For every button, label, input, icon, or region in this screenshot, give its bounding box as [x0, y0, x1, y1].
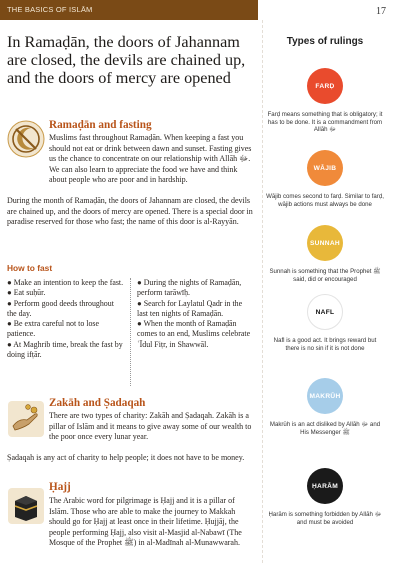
how-to-fast-right-column [137, 278, 255, 350]
how-to-fast-title: How to fast [7, 263, 53, 273]
ruling-description: Farḍ means something that is obligatory; it has to be done. It is a commandment from Allāh ﷻ [267, 111, 383, 134]
ruling-badge [307, 68, 343, 104]
ruling-badge-label: MAKRŪH [309, 392, 341, 400]
ruling-description: Sunnah is something that the Prophet ﷺ said, did or encouraged [269, 268, 381, 283]
section-title-hajj: Ḥajj [49, 481, 71, 493]
column-divider [130, 278, 131, 386]
list-item: ● Search for Laylatul Qadr in the last ten nights of Ramaḍān. [137, 298, 243, 318]
list-item: ● Be extra careful not to lose patience. [7, 319, 99, 339]
section-title-zakah: Zakāh and Ṣadaqah [49, 397, 146, 409]
list-item: ● Eat suḥūr. [7, 288, 46, 298]
zakah-paragraph-2 [7, 453, 255, 464]
main-column [0, 20, 258, 573]
crescent-no-eating-icon [7, 120, 45, 158]
ruling-badge-label: ḤARĀM [311, 482, 339, 490]
giving-hand-icon [7, 400, 45, 438]
list-item: ● Perform good deeds throughout the day. [7, 298, 114, 318]
list-item: ● During the nights of Ramaḍān, perform tarāwīḥ. [137, 278, 242, 298]
zakah-para1-text: There are two types of charity: Zakāh and Ṣadaqah. Zakāh is a pillar of Islām and it means to give away some of our wealth to the poor once every lunar year. [49, 411, 252, 441]
ruling-description: Makrūh is an act disliked by Allāh ﷻ and His Messenger ﷺ [269, 421, 381, 436]
ramadan-paragraph-1 [49, 133, 254, 186]
list-item: ● At Maghrib time, break the fast by doing ifṭār. [7, 339, 123, 360]
ruling-badge [307, 225, 343, 261]
ruling-haram [263, 468, 387, 526]
ramadan-para1-text: Muslims fast throughout Ramaḍān. When keeping a fast you should not eat or drink between dawn and sunset. Fasting gives us the chance to concentrate on our relationship with Allāh ﷻ. We can also learn to appreciate the food we have and think about people who are poor and in hardship. [49, 133, 252, 184]
rulings-sidebar [262, 20, 386, 563]
zakah-paragraph-1 [49, 411, 254, 443]
ruling-badge [307, 150, 343, 186]
page-number: 17 [376, 6, 386, 17]
ruling-description: Nafl is a good act. It brings reward but there is no sin if it is not done [273, 337, 377, 352]
list-item: ● When the month of Ramaḍān comes to an end, Muslims celebrate ʿĪdul Fiṭr, in Shawwāl. [137, 319, 251, 349]
ruling-sunnah [263, 225, 387, 283]
ruling-badge-label: SUNNAH [309, 239, 340, 247]
ruling-badge-label: NAFL [315, 308, 335, 316]
ruling-badge [307, 378, 343, 414]
sidebar-title: Types of rulings [286, 36, 364, 47]
ruling-badge-label: WĀJIB [313, 164, 337, 172]
ruling-description: Ḥarām is something forbidden by Allāh ﷻ and must be avoided [268, 511, 382, 526]
how-to-fast-left-column [7, 278, 125, 360]
ruling-description: Wājib comes second to farḍ. Similar to farḍ, wājib actions must always be done [266, 193, 384, 208]
ramadan-paragraph-2 [7, 196, 255, 228]
hajj-paragraph-1 [49, 496, 254, 549]
ruling-badge [307, 468, 343, 504]
hajj-para1-text: The Arabic word for pilgrimage is Ḥajj and it is a pillar of Islām. Those who are able to make the journey to Makkah should go for Ḥajj at least once in their lifetime. Ḥujjāj, the people performing Ḥajj, also visit al-Masjid al-Nabawī (The Mosque of the Prophet ﷺ) in al-Madīnah al-Munawwarah. [49, 496, 242, 547]
list-item: ● Make an intention to keep the fast. [7, 278, 124, 287]
ruling-nafl [263, 294, 387, 352]
page-headline: In Ramaḍān, the doors of Jahannam are closed, the devils are chained up, and the doors of mercy are opened [7, 33, 246, 88]
running-header [0, 0, 258, 20]
section-title-ramadan: Ramaḍān and fasting [49, 119, 152, 131]
ruling-fard [263, 68, 387, 134]
ruling-makruh [263, 378, 387, 436]
ruling-badge [307, 294, 343, 330]
zakah-para2-text: Ṣadaqah is any act of charity to help people; it does not have to be money. [7, 453, 245, 462]
kaaba-icon [7, 487, 45, 525]
ramadan-para2-text: During the month of Ramaḍān, the doors of Jahannam are closed, the devils are chained up, and the doors of mercy are opened. There is a special door in paradise reserved for those who fast; the name of this door is al-Rayyān. [7, 196, 253, 226]
ruling-badge-label: FARḌ [315, 82, 335, 90]
ruling-wajib [263, 150, 387, 208]
running-title: THE BASICS OF ISLĀM [7, 5, 93, 14]
